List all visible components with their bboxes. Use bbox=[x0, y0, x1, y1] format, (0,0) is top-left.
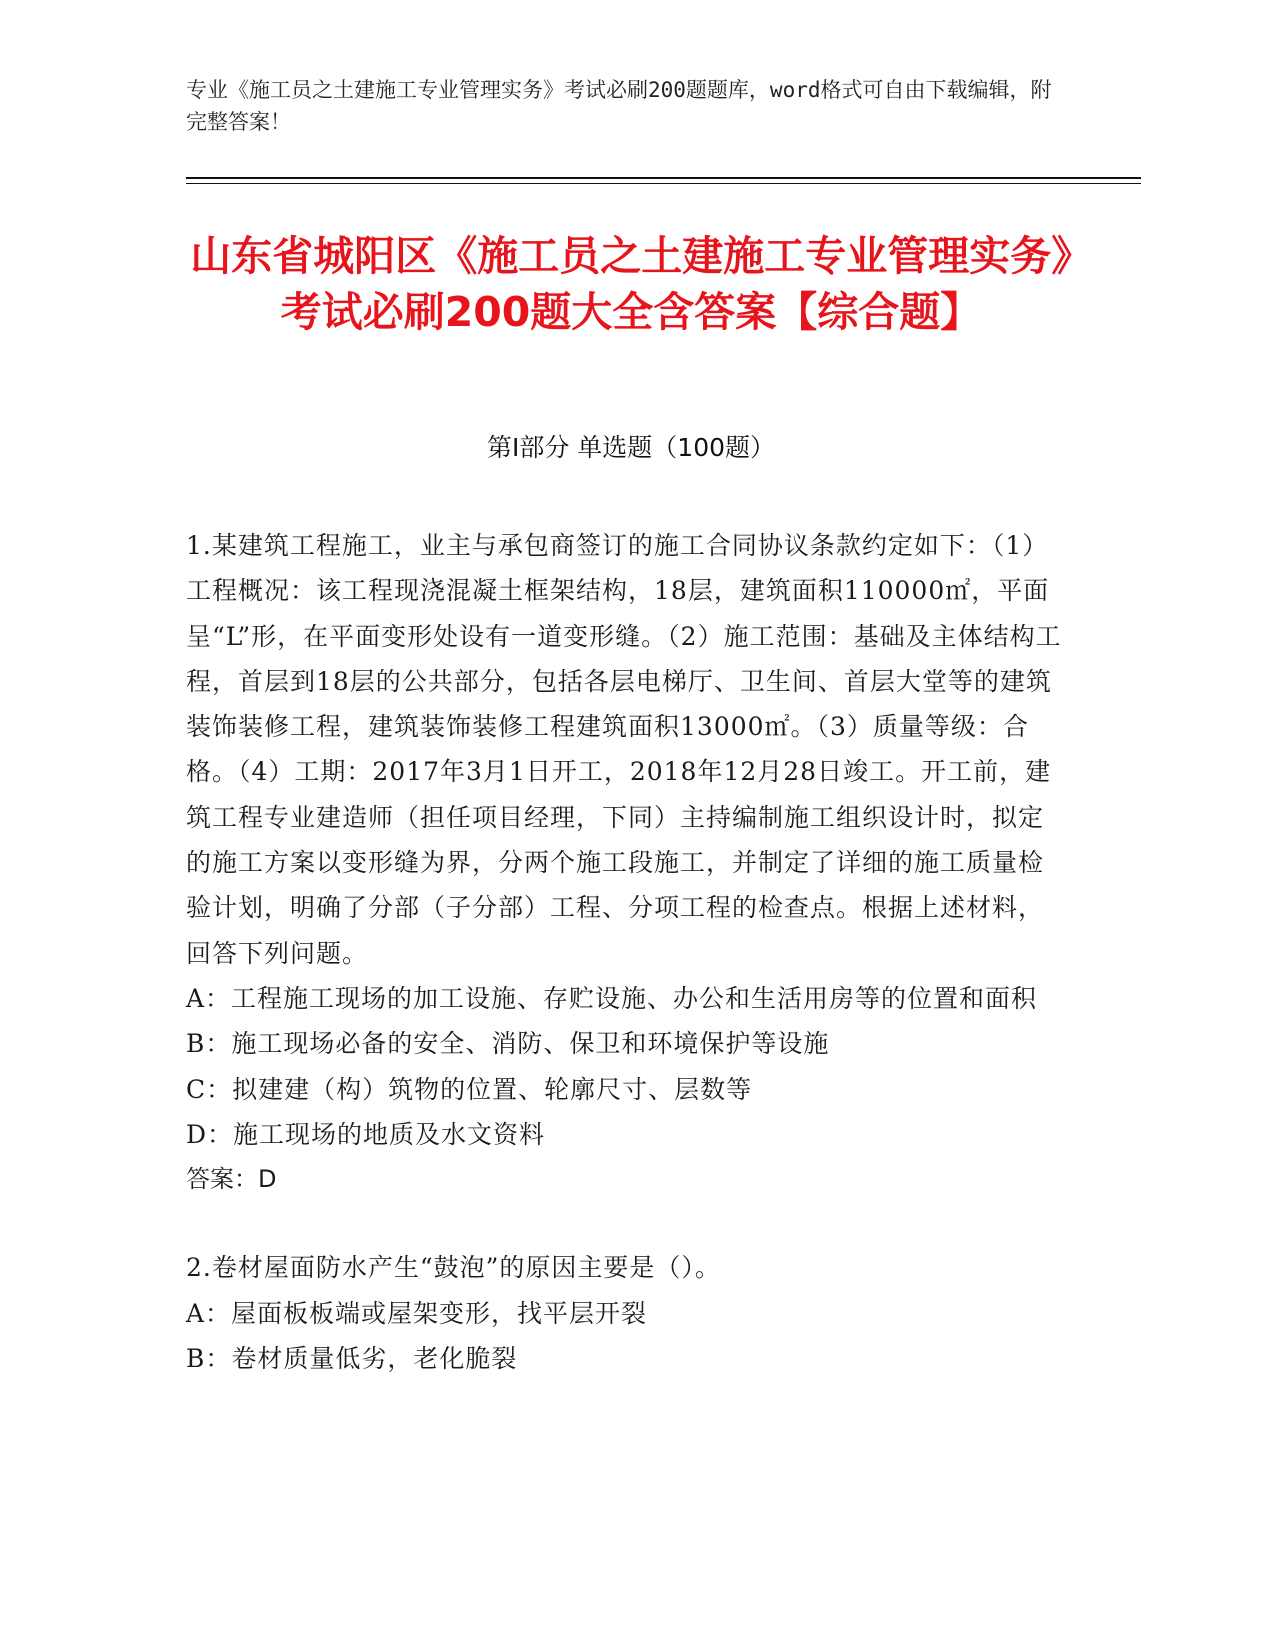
question-list bbox=[186, 523, 1066, 1381]
option-b: B：施工现场必备的安全、消防、保卫和环境保护等设施 bbox=[186, 1029, 830, 1059]
question-stem: 1.某建筑工程施工，业主与承包商签订的施工合同协议条款约定如下：（1）工程概况：该工程现浇混凝土框架结构，18层，建筑面积110000㎡，平面呈“L”形，在平面变形处设有一道变形缝。（2）施工范围：基础及主体结构工程，首层到18层的公共部分，包括各层电梯厅、卫生间、首层大堂等的建筑装饰装修工程，建筑装饰装修工程建筑面积13000㎡。（3）质量等级：合格。（4）工期：2017年3月1日开工，2018年12月28日竣工。开工前，建筑工程专业建造师（担任项目经理，下同）主持编制施工组织设计时，拟定的施工方案以变形缝为界，分两个施工段施工，并制定了详细的施工质量检验计划，明确了分部（子分部）工程、分项工程的检查点。根据上述材料，回答下列问题。 bbox=[186, 531, 1062, 968]
header-rule-thin bbox=[186, 183, 1141, 184]
option-c: C：拟建建（构）筑物的位置、轮廓尺寸、层数等 bbox=[186, 1074, 753, 1104]
option-a: A：屋面板板端或屋架变形，找平层开裂 bbox=[186, 1298, 648, 1328]
question-2 bbox=[186, 1245, 1066, 1381]
question-stem: 2.卷材屋面防水产生“鼓泡”的原因主要是（）。 bbox=[186, 1253, 721, 1283]
option-d: D：施工现场的地质及水文资料 bbox=[186, 1119, 546, 1149]
document-title: 山东省城阳区《施工员之土建施工专业管理实务》考试必刷200题大全含答案【综合题】 bbox=[190, 232, 1072, 336]
option-a: A：工程施工现场的加工设施、存贮设施、办公和生活用房等的位置和面积 bbox=[186, 983, 1038, 1013]
question-1 bbox=[186, 523, 1066, 1202]
option-b: B：卷材质量低劣，老化脆裂 bbox=[186, 1344, 518, 1374]
section-heading: 第I部分 单选题（100题） bbox=[486, 433, 776, 462]
header-note: 专业《施工员之土建施工专业管理实务》考试必刷200题题库，word格式可自由下载编辑，附完整答案！ bbox=[186, 78, 1052, 134]
answer: 答案：D bbox=[186, 1165, 277, 1194]
header-rule-thick bbox=[186, 177, 1141, 179]
question-spacer bbox=[186, 1202, 1066, 1245]
